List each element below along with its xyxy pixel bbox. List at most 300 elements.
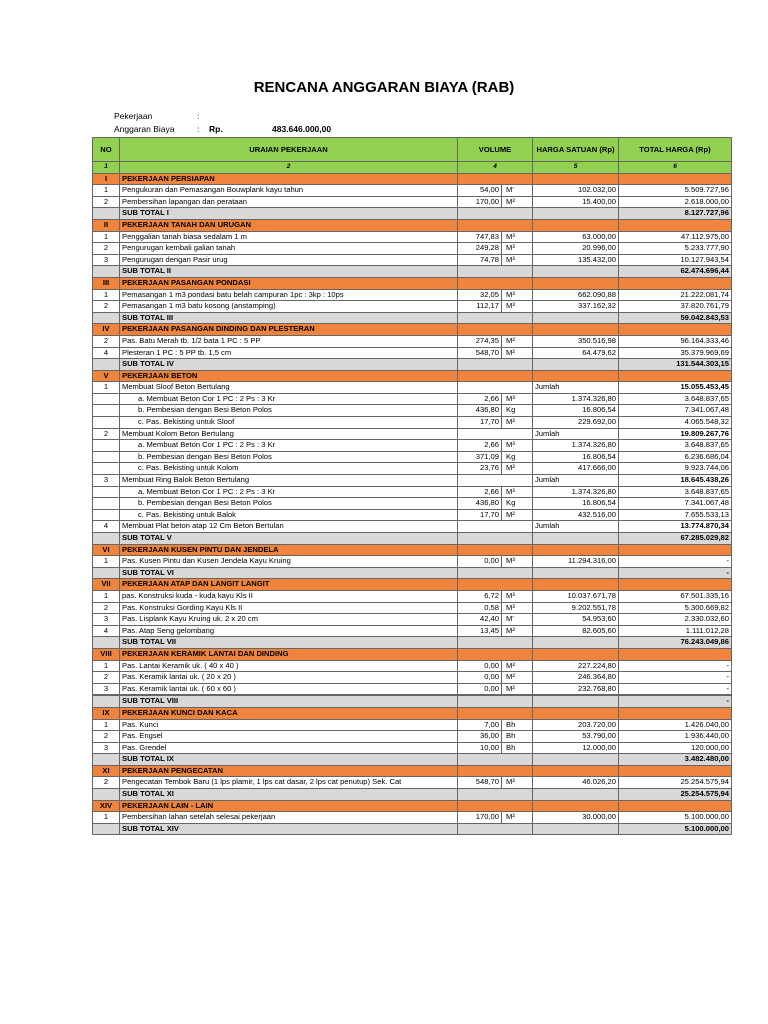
- item-volume: 7,00: [458, 719, 502, 731]
- header-harga-satuan: HARGA SATUAN (Rp): [533, 138, 619, 162]
- item-volume: 170,00: [458, 812, 502, 824]
- empty-cell: [619, 800, 732, 812]
- table-row: [93, 301, 732, 313]
- empty-cell: [533, 359, 619, 371]
- item-volume: 548,70: [458, 777, 502, 789]
- section-title: PEKERJAAN PERSIAPAN: [120, 173, 458, 185]
- item-number: [93, 451, 120, 463]
- item-description: Pas. Batu Merah tb. 1/2 bata 1 PC : 5 PP: [120, 335, 458, 347]
- item-unit: Kg: [502, 451, 533, 463]
- item-unit: M³: [502, 440, 533, 452]
- item-unit-price: 10.037.671,78: [533, 590, 619, 602]
- section-row: [93, 765, 732, 777]
- item-total-price: 37.820.761,79: [619, 301, 732, 313]
- section-number: VIII: [93, 648, 120, 660]
- section-number: IV: [93, 324, 120, 336]
- rab-table: [92, 137, 732, 835]
- empty-cell: [458, 544, 533, 556]
- item-description: Pengecatan Tembok Baru (1 lps plamir, 1 lps cat dasar, 2 lps cat penutup) Sek. Cat: [120, 777, 458, 789]
- item-number: 4: [93, 625, 120, 637]
- table-row: [93, 335, 732, 347]
- section-row: [93, 277, 732, 289]
- subtotal-label: SUB TOTAL XIV: [120, 823, 458, 835]
- colnum: 5: [533, 162, 619, 174]
- item-unit-price: 30.000,00: [533, 812, 619, 824]
- empty-cell: [93, 266, 120, 278]
- item-volume: 32,05: [458, 289, 502, 301]
- item-total-price: -: [619, 672, 732, 684]
- item-total-price: 1.426.040,00: [619, 719, 732, 731]
- item-number: 2: [93, 196, 120, 208]
- item-total-price: 21.222.081,74: [619, 289, 732, 301]
- item-total-price: 120.000,00: [619, 742, 732, 754]
- item-number: 1: [93, 185, 120, 197]
- item-volume: 0,00: [458, 683, 502, 695]
- item-volume: 36,00: [458, 731, 502, 743]
- item-total-price: -: [619, 556, 732, 568]
- subtotal-value: 62.474.696,44: [619, 266, 732, 278]
- rab-body: [93, 173, 732, 835]
- empty-cell: [458, 800, 533, 812]
- empty-cell: [533, 648, 619, 660]
- item-number: 4: [93, 347, 120, 359]
- empty-cell: [533, 789, 619, 801]
- group-row: [93, 521, 732, 533]
- item-number: 1: [93, 556, 120, 568]
- item-unit: M²: [502, 660, 533, 672]
- item-number: 2: [93, 428, 120, 440]
- subtotal-label: SUB TOTAL V: [120, 533, 458, 545]
- section-title: PEKERJAAN PENGECATAN: [120, 765, 458, 777]
- subtotal-row: [93, 754, 732, 766]
- item-number: 3: [93, 475, 120, 487]
- section-row: [93, 173, 732, 185]
- empty-cell: [533, 277, 619, 289]
- item-total-price: 5.300.669,82: [619, 602, 732, 614]
- item-unit-price: 135.432,00: [533, 254, 619, 266]
- colnum: 4: [458, 162, 533, 174]
- group-total: 13.774.870,34: [619, 521, 732, 533]
- empty-cell: [533, 544, 619, 556]
- item-unit-price: 15.400,00: [533, 196, 619, 208]
- item-unit: Bh: [502, 719, 533, 731]
- empty-cell: [619, 544, 732, 556]
- item-unit: M²: [502, 777, 533, 789]
- section-row: [93, 707, 732, 719]
- table-row: [93, 498, 732, 510]
- item-total-price: 1.936.440,00: [619, 731, 732, 743]
- empty-cell: [533, 266, 619, 278]
- item-total-price: 5.233.777,90: [619, 243, 732, 255]
- table-row: [93, 777, 732, 789]
- empty-cell: [533, 579, 619, 591]
- item-number: 2: [93, 731, 120, 743]
- item-unit: M³: [502, 254, 533, 266]
- subtotal-row: [93, 359, 732, 371]
- item-number: 1: [93, 289, 120, 301]
- header-uraian: URAIAN PEKERJAAN: [120, 138, 458, 162]
- item-volume: 23,76: [458, 463, 502, 475]
- subtotal-label: SUB TOTAL VII: [120, 637, 458, 649]
- item-unit: Bh: [502, 731, 533, 743]
- empty-cell: [458, 648, 533, 660]
- empty-cell: [458, 521, 533, 533]
- empty-cell: [458, 579, 533, 591]
- item-number: [93, 417, 120, 429]
- item-unit: M²: [502, 812, 533, 824]
- item-description: Pas. Lisplank Kayu Kruing uk. 2 x 20 cm: [120, 614, 458, 626]
- empty-cell: [458, 789, 533, 801]
- empty-cell: [533, 800, 619, 812]
- section-number: III: [93, 277, 120, 289]
- empty-cell: [458, 533, 533, 545]
- section-row: [93, 579, 732, 591]
- item-unit-price: 53.790,00: [533, 731, 619, 743]
- section-row: [93, 800, 732, 812]
- empty-cell: [458, 382, 533, 394]
- item-total-price: 7.655.533,13: [619, 509, 732, 521]
- empty-cell: [533, 823, 619, 835]
- empty-cell: [619, 765, 732, 777]
- item-number: 1: [93, 590, 120, 602]
- anggaran-label: Anggaran Biaya: [114, 124, 175, 134]
- item-description: Pengurugan kembali galian tanah: [120, 243, 458, 255]
- subtotal-value: 3.482.480,00: [619, 754, 732, 766]
- empty-cell: [533, 754, 619, 766]
- item-total-price: 67.501.335,16: [619, 590, 732, 602]
- empty-cell: [93, 533, 120, 545]
- item-volume: 17,70: [458, 417, 502, 429]
- item-total-price: 5.509.727,96: [619, 185, 732, 197]
- item-unit-price: 203.720,00: [533, 719, 619, 731]
- item-volume: 436,80: [458, 498, 502, 510]
- item-unit: M': [502, 185, 533, 197]
- item-volume: 17,70: [458, 509, 502, 521]
- jumlah-label: Jumlah: [533, 428, 619, 440]
- section-row: [93, 370, 732, 382]
- item-unit: M³: [502, 590, 533, 602]
- header-volume: VOLUME: [458, 138, 533, 162]
- subtotal-row: [93, 789, 732, 801]
- item-volume: 2,66: [458, 393, 502, 405]
- item-description: Pas. Keramik lantai uk. ( 20 x 20 ): [120, 672, 458, 684]
- item-unit: M²: [502, 625, 533, 637]
- item-volume: 54,00: [458, 185, 502, 197]
- empty-cell: [458, 707, 533, 719]
- section-row: [93, 648, 732, 660]
- table-row: [93, 614, 732, 626]
- empty-cell: [458, 312, 533, 324]
- table-row: [93, 196, 732, 208]
- empty-cell: [533, 370, 619, 382]
- item-number: 2: [93, 777, 120, 789]
- empty-cell: [533, 324, 619, 336]
- item-description: Membuat Ring Balok Beton Bertulang: [120, 475, 458, 487]
- item-unit: M²: [502, 417, 533, 429]
- section-row: [93, 219, 732, 231]
- item-unit: M³: [502, 486, 533, 498]
- subtotal-value: 131.544.303,15: [619, 359, 732, 371]
- subtotal-value: 67.285.029,82: [619, 533, 732, 545]
- section-title: PEKERJAAN LAIN - LAIN: [120, 800, 458, 812]
- section-number: V: [93, 370, 120, 382]
- subtotal-row: [93, 567, 732, 579]
- item-number: 2: [93, 602, 120, 614]
- item-number: 2: [93, 243, 120, 255]
- item-number: 3: [93, 614, 120, 626]
- item-number: [93, 486, 120, 498]
- item-volume: 0,00: [458, 556, 502, 568]
- item-unit-price: 232.768,80: [533, 683, 619, 695]
- item-unit-price: 54.953,60: [533, 614, 619, 626]
- table-row: [93, 683, 732, 695]
- table-row: [93, 289, 732, 301]
- table-row: [93, 417, 732, 429]
- empty-cell: [458, 637, 533, 649]
- item-unit-price: 337.162,32: [533, 301, 619, 313]
- group-row: [93, 382, 732, 394]
- section-row: [93, 324, 732, 336]
- subtotal-row: [93, 696, 732, 708]
- empty-cell: [93, 789, 120, 801]
- item-total-price: 2.330.032,60: [619, 614, 732, 626]
- item-total-price: 2.618.000,00: [619, 196, 732, 208]
- anggaran-currency: Rp.: [209, 124, 223, 134]
- group-total: 19.809.267,76: [619, 428, 732, 440]
- subtotal-label: SUB TOTAL VIII: [120, 696, 458, 708]
- subtotal-label: SUB TOTAL IV: [120, 359, 458, 371]
- item-description: a. Membuat Beton Cor 1 PC : 2 Ps : 3 Kr: [120, 440, 458, 452]
- item-description: Pengurugan dengan Pasir urug: [120, 254, 458, 266]
- item-volume: 2,66: [458, 486, 502, 498]
- item-number: [93, 498, 120, 510]
- empty-cell: [533, 567, 619, 579]
- item-total-price: -: [619, 683, 732, 695]
- item-unit: Kg: [502, 405, 533, 417]
- section-row: [93, 544, 732, 556]
- item-volume: 2,66: [458, 440, 502, 452]
- item-total-price: 35.379.969,69: [619, 347, 732, 359]
- item-unit: M³: [502, 243, 533, 255]
- section-title: PEKERJAAN BETON: [120, 370, 458, 382]
- item-total-price: 3.648.837,65: [619, 440, 732, 452]
- table-row: [93, 440, 732, 452]
- empty-cell: [619, 173, 732, 185]
- table-row: [93, 509, 732, 521]
- item-unit: M³: [502, 301, 533, 313]
- anggaran-value: 483.646.000,00: [272, 124, 332, 134]
- item-description: b. Pembesian dengan Besi Beton Polos: [120, 405, 458, 417]
- empty-cell: [458, 173, 533, 185]
- item-unit: M³: [502, 289, 533, 301]
- empty-cell: [458, 324, 533, 336]
- item-description: Pas. Kusen Pintu dan Kusen Jendela Kayu Kruing: [120, 556, 458, 568]
- item-number: 1: [93, 719, 120, 731]
- empty-cell: [533, 312, 619, 324]
- table-row: [93, 731, 732, 743]
- empty-cell: [93, 567, 120, 579]
- item-description: Membuat Plat beton atap 12 Cm Beton Bertulan: [120, 521, 458, 533]
- section-title: PEKERJAAN ATAP DAN LANGIT LANGIT: [120, 579, 458, 591]
- item-total-price: 4.065.548,32: [619, 417, 732, 429]
- section-number: VI: [93, 544, 120, 556]
- table-row: [93, 451, 732, 463]
- item-number: [93, 509, 120, 521]
- item-volume: 0,00: [458, 672, 502, 684]
- section-title: PEKERJAAN KUSEN PINTU DAN JENDELA: [120, 544, 458, 556]
- item-description: c. Pas. Bekisting untuk Balok: [120, 509, 458, 521]
- empty-cell: [619, 324, 732, 336]
- item-number: 1: [93, 382, 120, 394]
- table-row: [93, 486, 732, 498]
- item-unit-price: 432.516,00: [533, 509, 619, 521]
- empty-cell: [93, 823, 120, 835]
- group-row: [93, 428, 732, 440]
- subtotal-label: SUB TOTAL III: [120, 312, 458, 324]
- empty-cell: [458, 266, 533, 278]
- item-unit: M²: [502, 509, 533, 521]
- item-volume: 112,17: [458, 301, 502, 313]
- empty-cell: [533, 173, 619, 185]
- subtotal-label: SUB TOTAL I: [120, 208, 458, 220]
- item-description: Pengukuran dan Pemasangan Bouwplank kayu tahun: [120, 185, 458, 197]
- item-description: c. Pas. Bekisting untuk Kolom: [120, 463, 458, 475]
- subtotal-value: 5.100.000,00: [619, 823, 732, 835]
- item-number: [93, 405, 120, 417]
- item-description: Plesteran 1 PC : 5 PP tb. 1,5 cm: [120, 347, 458, 359]
- item-description: a. Membuat Beton Cor 1 PC : 2 Ps : 3 Kr: [120, 486, 458, 498]
- section-title: PEKERJAAN KUNCI DAN KACA: [120, 707, 458, 719]
- item-unit: M³: [502, 602, 533, 614]
- item-number: [93, 440, 120, 452]
- item-unit-price: 1.374.326,80: [533, 393, 619, 405]
- item-unit: M²: [502, 683, 533, 695]
- subtotal-value: 25.254.575,94: [619, 789, 732, 801]
- item-unit-price: 1.374.326,80: [533, 486, 619, 498]
- document-title: RENCANA ANGGARAN BIAYA (RAB): [253, 79, 515, 96]
- empty-cell: [533, 533, 619, 545]
- item-unit-price: 82.605,60: [533, 625, 619, 637]
- item-number: 2: [93, 672, 120, 684]
- subtotal-row: [93, 637, 732, 649]
- table-row: [93, 590, 732, 602]
- empty-cell: [458, 765, 533, 777]
- item-number: 2: [93, 301, 120, 313]
- item-number: [93, 393, 120, 405]
- item-description: b. Pembesian dengan Besi Beton Polos: [120, 498, 458, 510]
- item-number: 3: [93, 742, 120, 754]
- item-description: pas. Konstruksi kuda - kuda kayu Kls II: [120, 590, 458, 602]
- item-unit-price: 46.026,20: [533, 777, 619, 789]
- item-description: Pembersihan lapangan dan perataan: [120, 196, 458, 208]
- empty-cell: [533, 208, 619, 220]
- item-unit: M': [502, 614, 533, 626]
- item-total-price: 6.236.686,04: [619, 451, 732, 463]
- item-description: Pas. Konstruksi Gording Kayu Kls II: [120, 602, 458, 614]
- table-row: [93, 243, 732, 255]
- item-description: Pas. Atap Seng gelombang: [120, 625, 458, 637]
- empty-cell: [93, 359, 120, 371]
- group-total: 18.645.438,26: [619, 475, 732, 487]
- item-description: Membuat Sloof Beton Bertulang: [120, 382, 458, 394]
- item-description: c. Pas. Bekisting untuk Sloof: [120, 417, 458, 429]
- item-description: Penggalian tanah biasa sedalam 1 m: [120, 231, 458, 243]
- item-total-price: 3.648.837,65: [619, 393, 732, 405]
- empty-cell: [619, 707, 732, 719]
- item-unit-price: 20.996,00: [533, 243, 619, 255]
- empty-cell: [458, 208, 533, 220]
- item-description: Pemasangan 1 m3 batu kosong (anstamping): [120, 301, 458, 313]
- empty-cell: [458, 428, 533, 440]
- item-total-price: 7.341.067,48: [619, 405, 732, 417]
- item-description: Pas. Engsel: [120, 731, 458, 743]
- item-unit: M²: [502, 347, 533, 359]
- item-unit-price: 64.479,62: [533, 347, 619, 359]
- item-unit-price: 11.294.316,00: [533, 556, 619, 568]
- empty-cell: [458, 567, 533, 579]
- item-unit-price: 227.224,80: [533, 660, 619, 672]
- empty-cell: [93, 754, 120, 766]
- item-volume: 6,72: [458, 590, 502, 602]
- section-number: IX: [93, 707, 120, 719]
- empty-cell: [458, 823, 533, 835]
- item-unit-price: 1.374.326,80: [533, 440, 619, 452]
- empty-cell: [619, 648, 732, 660]
- subtotal-label: SUB TOTAL IX: [120, 754, 458, 766]
- pekerjaan-colon: :: [197, 111, 200, 121]
- item-unit: Bh: [502, 742, 533, 754]
- empty-cell: [533, 696, 619, 708]
- item-number: 2: [93, 335, 120, 347]
- empty-cell: [458, 359, 533, 371]
- empty-cell: [619, 370, 732, 382]
- group-total: 15.055.453,45: [619, 382, 732, 394]
- empty-cell: [93, 312, 120, 324]
- table-row: [93, 405, 732, 417]
- item-volume: 436,80: [458, 405, 502, 417]
- item-volume: 170,00: [458, 196, 502, 208]
- item-unit: M³: [502, 393, 533, 405]
- subtotal-value: 59.042.843,53: [619, 312, 732, 324]
- item-unit: M²: [502, 672, 533, 684]
- colnum: 2: [120, 162, 458, 174]
- empty-cell: [619, 219, 732, 231]
- item-description: Pas. Kunci: [120, 719, 458, 731]
- section-number: II: [93, 219, 120, 231]
- group-row: [93, 475, 732, 487]
- item-unit-price: 102.032,00: [533, 185, 619, 197]
- item-total-price: 3.648.837,65: [619, 486, 732, 498]
- table-row: [93, 660, 732, 672]
- section-title: PEKERJAAN PASANGAN DINDING DAN PLESTERAN: [120, 324, 458, 336]
- table-row: [93, 602, 732, 614]
- table-row: [93, 231, 732, 243]
- empty-cell: [619, 579, 732, 591]
- item-volume: 371,09: [458, 451, 502, 463]
- jumlah-label: Jumlah: [533, 475, 619, 487]
- empty-cell: [533, 219, 619, 231]
- empty-cell: [93, 696, 120, 708]
- table-row: [93, 719, 732, 731]
- empty-cell: [619, 277, 732, 289]
- item-unit: M³: [502, 231, 533, 243]
- section-title: PEKERJAAN TANAH DAN URUGAN: [120, 219, 458, 231]
- item-description: Pemasangan 1 m3 pondasi batu belah campuran 1pc : 3kp : 10ps: [120, 289, 458, 301]
- table-row: [93, 463, 732, 475]
- item-volume: 274,35: [458, 335, 502, 347]
- subtotal-row: [93, 208, 732, 220]
- item-volume: 249,28: [458, 243, 502, 255]
